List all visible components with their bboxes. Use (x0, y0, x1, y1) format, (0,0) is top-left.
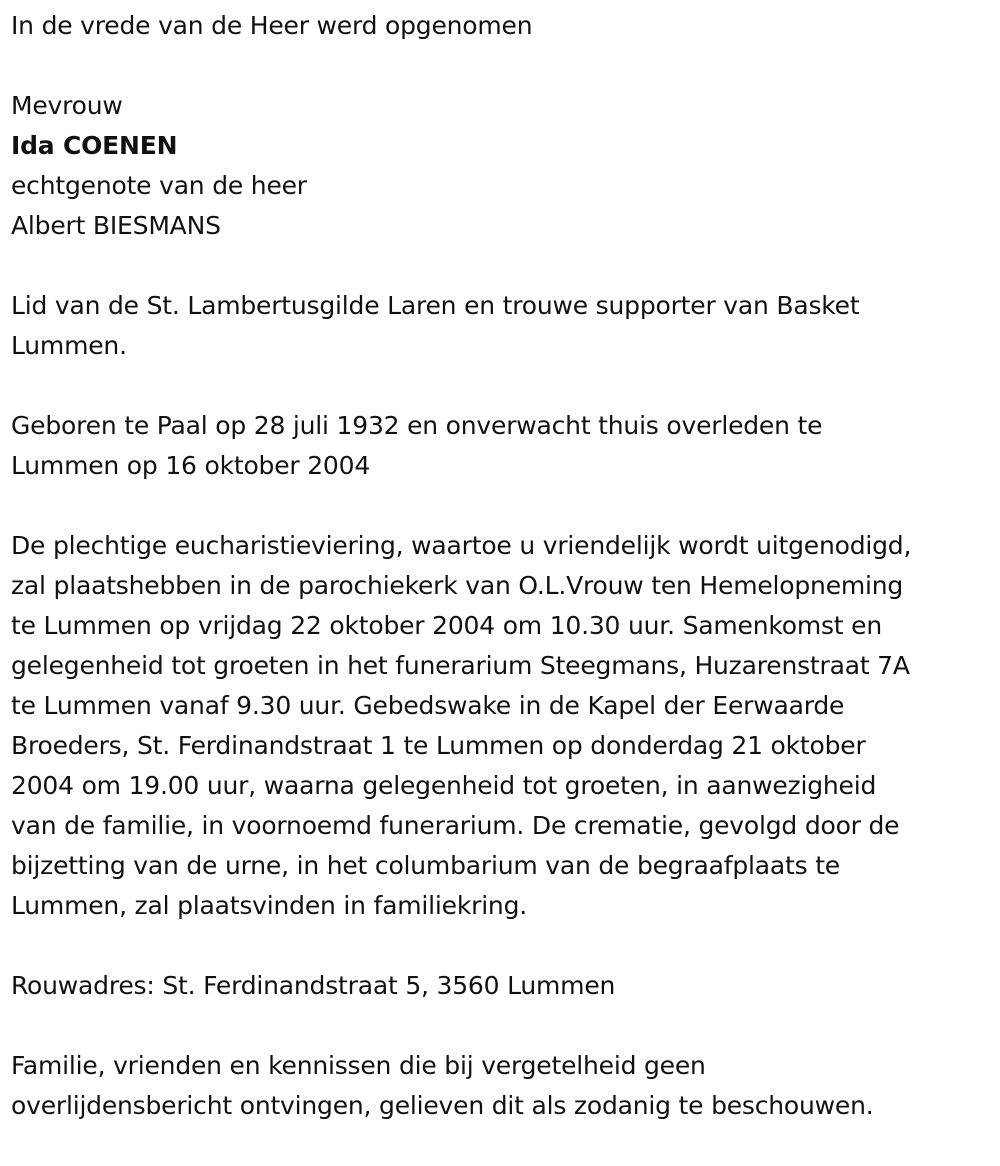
spacer (11, 926, 991, 966)
birth-death-line: Geboren te Paal op 28 juli 1932 en onverwacht thuis overleden te (11, 411, 823, 440)
spacer (11, 366, 991, 406)
birth-death-line: Lummen op 16 oktober 2004 (11, 451, 371, 480)
salutation: Mevrouw (11, 91, 123, 120)
ceremony-paragraph (11, 526, 991, 926)
spacer (11, 246, 991, 286)
ceremony-line: bijzetting van de urne, in het columbarium van de begraafplaats te (11, 851, 840, 880)
ceremony-line: gelegenheid tot groeten in het funerarium Steegmans, Huzarenstraat 7A (11, 651, 910, 680)
mourning-address: Rouwadres: St. Ferdinandstraat 5, 3560 Lummen (11, 971, 616, 1000)
closing-line: Familie, vrienden en kennissen die bij vergetelheid geen (11, 1051, 706, 1080)
ceremony-line: van de familie, in voornoemd funerarium. De crematie, gevolgd door de (11, 811, 900, 840)
ceremony-line: Lummen, zal plaatsvinden in familiekring. (11, 891, 527, 920)
ceremony-line: zal plaatshebben in de parochiekerk van O.L.Vrouw ten Hemelopneming (11, 571, 904, 600)
intro-line: In de vrede van de Heer werd opgenomen (11, 11, 533, 40)
spacer (11, 1006, 991, 1046)
ceremony-line: te Lummen vanaf 9.30 uur. Gebedswake in de Kapel der Eerwaarde (11, 691, 845, 720)
membership-paragraph (11, 286, 991, 366)
membership-line: Lid van de St. Lambertusgilde Laren en trouwe supporter van Basket (11, 291, 860, 320)
spacer (11, 486, 991, 526)
ceremony-line: De plechtige eucharistieviering, waartoe u vriendelijk wordt uitgenodigd, (11, 531, 912, 560)
obituary-notice (11, 6, 991, 1126)
ceremony-line: 2004 om 19.00 uur, waarna gelegenheid tot groeten, in aanwezigheid (11, 771, 877, 800)
deceased-name: Ida COENEN (11, 131, 178, 160)
birth-death-paragraph (11, 406, 991, 486)
closing-line: overlijdensbericht ontvingen, gelieven dit als zodanig te beschouwen. (11, 1091, 874, 1120)
ceremony-line: Broeders, St. Ferdinandstraat 1 te Lummen op donderdag 21 oktober (11, 731, 866, 760)
spacer (11, 46, 991, 86)
membership-line: Lummen. (11, 331, 127, 360)
ceremony-line: te Lummen op vrijdag 22 oktober 2004 om 10.30 uur. Samenkomst en (11, 611, 882, 640)
spouse-name: Albert BIESMANS (11, 211, 221, 240)
closing-paragraph (11, 1046, 991, 1126)
spouse-prefix: echtgenote van de heer (11, 171, 307, 200)
